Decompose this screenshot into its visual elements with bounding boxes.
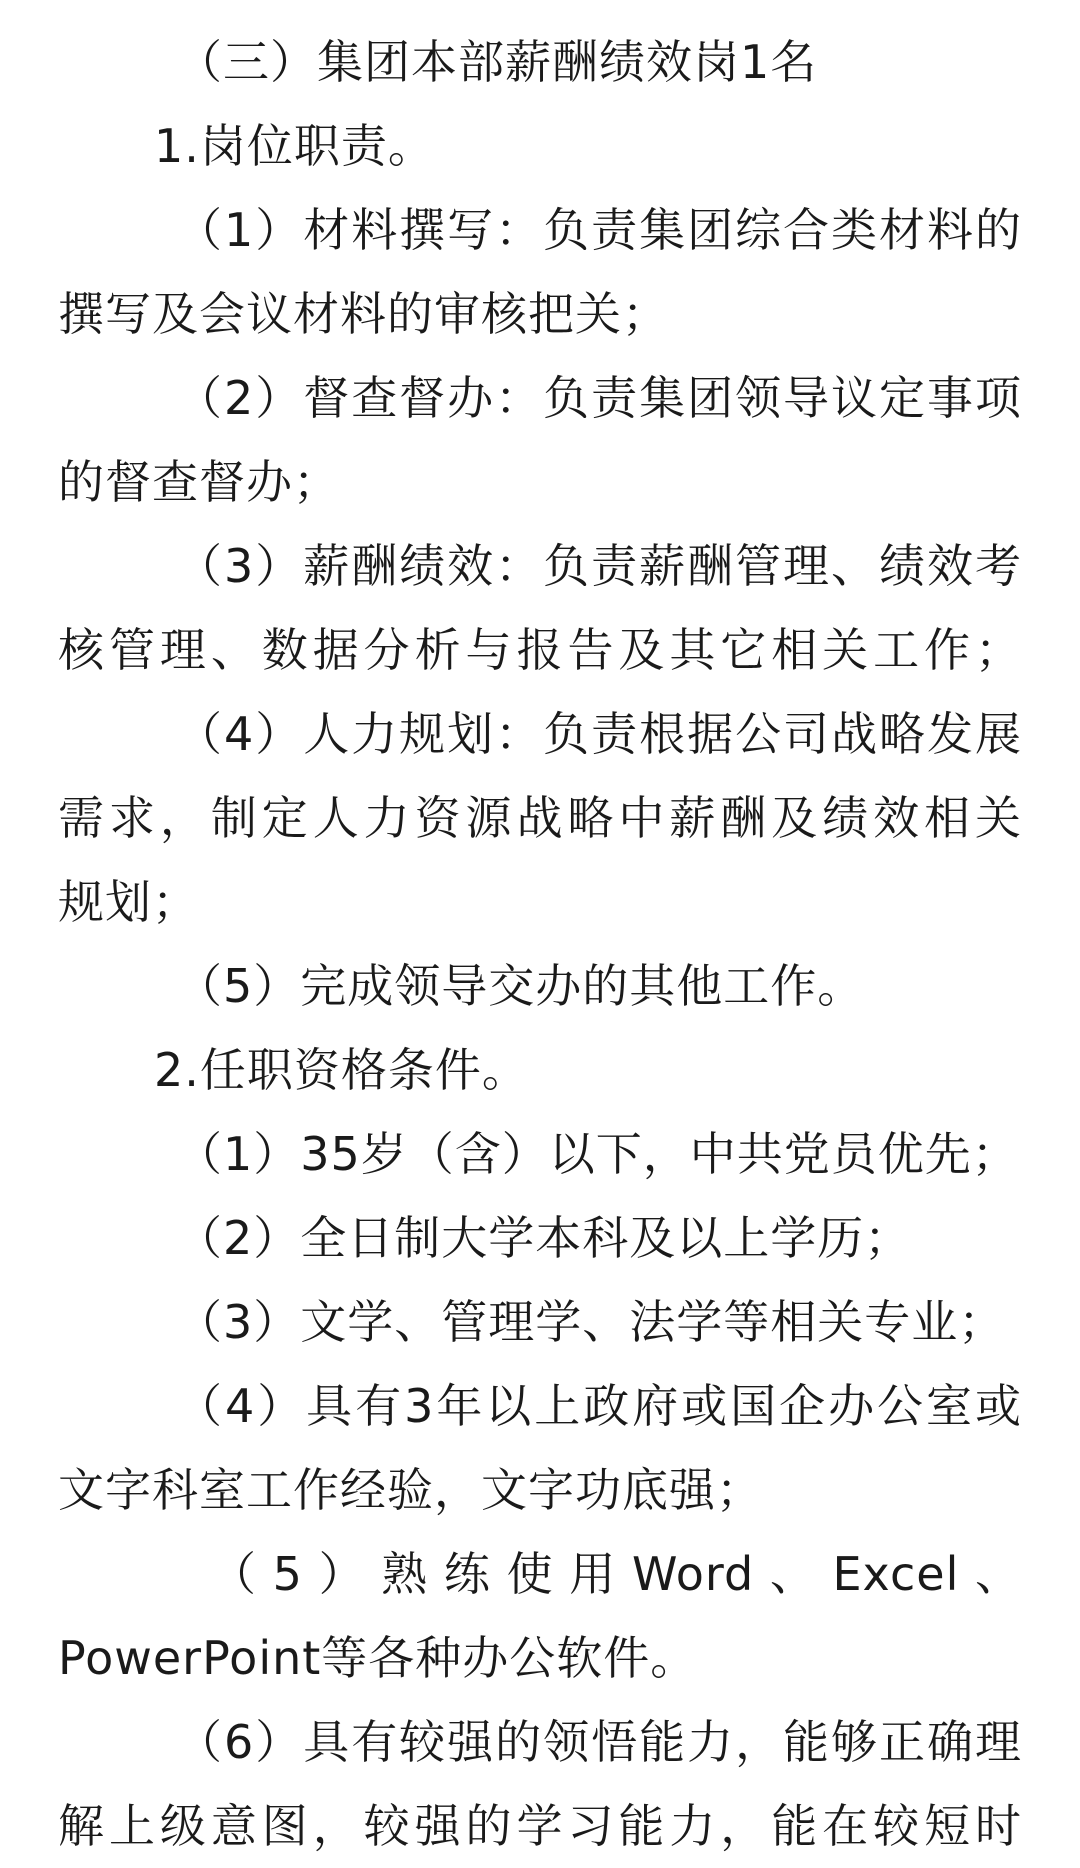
section-heading: （三）集团本部薪酬绩效岗1名 <box>176 35 818 89</box>
paragraph-line: 文字科室工作经验，文字功底强； <box>58 1463 763 1517</box>
paragraph-line: 核管理、数据分析与报告及其它相关工作； <box>58 623 1022 677</box>
subsection-heading: 2.任职资格条件。 <box>154 1043 529 1097</box>
paragraph-line: （3）文学、管理学、法学等相关专业； <box>176 1295 1006 1349</box>
paragraph-line: （1）材料撰写：负责集团综合类材料的 <box>176 203 1022 257</box>
paragraph-line: 的督查督办； <box>58 455 340 509</box>
paragraph-line: （4）具有3年以上政府或国企办公室或 <box>176 1379 1022 1433</box>
paragraph-line: （ 5 ） 熟 练 使 用 Word 、 Excel 、 <box>210 1547 1022 1601</box>
paragraph-line: （6）具有较强的领悟能力，能够正确理 <box>176 1715 1022 1769</box>
paragraph-line: （4）人力规划：负责根据公司战略发展 <box>176 707 1022 761</box>
paragraph-line: （2）督查督办：负责集团领导议定事项 <box>176 371 1022 425</box>
paragraph-line: 规划； <box>58 875 199 929</box>
paragraph-line: （5）完成领导交办的其他工作。 <box>176 959 865 1013</box>
subsection-heading: 1.岗位职责。 <box>154 119 435 173</box>
paragraph-line: 撰写及会议材料的审核把关； <box>58 287 669 341</box>
paragraph-line: 需求，制定人力资源战略中薪酬及绩效相关 <box>58 791 1022 845</box>
paragraph-line: （2）全日制大学本科及以上学历； <box>176 1211 912 1265</box>
paragraph-line: 解上级意图，较强的学习能力，能在较短时 <box>58 1799 1022 1853</box>
paragraph-line: PowerPoint等各种办公软件。 <box>58 1631 698 1685</box>
paragraph-line: （1）35岁（含）以下，中共党员优先； <box>176 1127 1019 1181</box>
paragraph-line: （3）薪酬绩效：负责薪酬管理、绩效考 <box>176 539 1022 593</box>
